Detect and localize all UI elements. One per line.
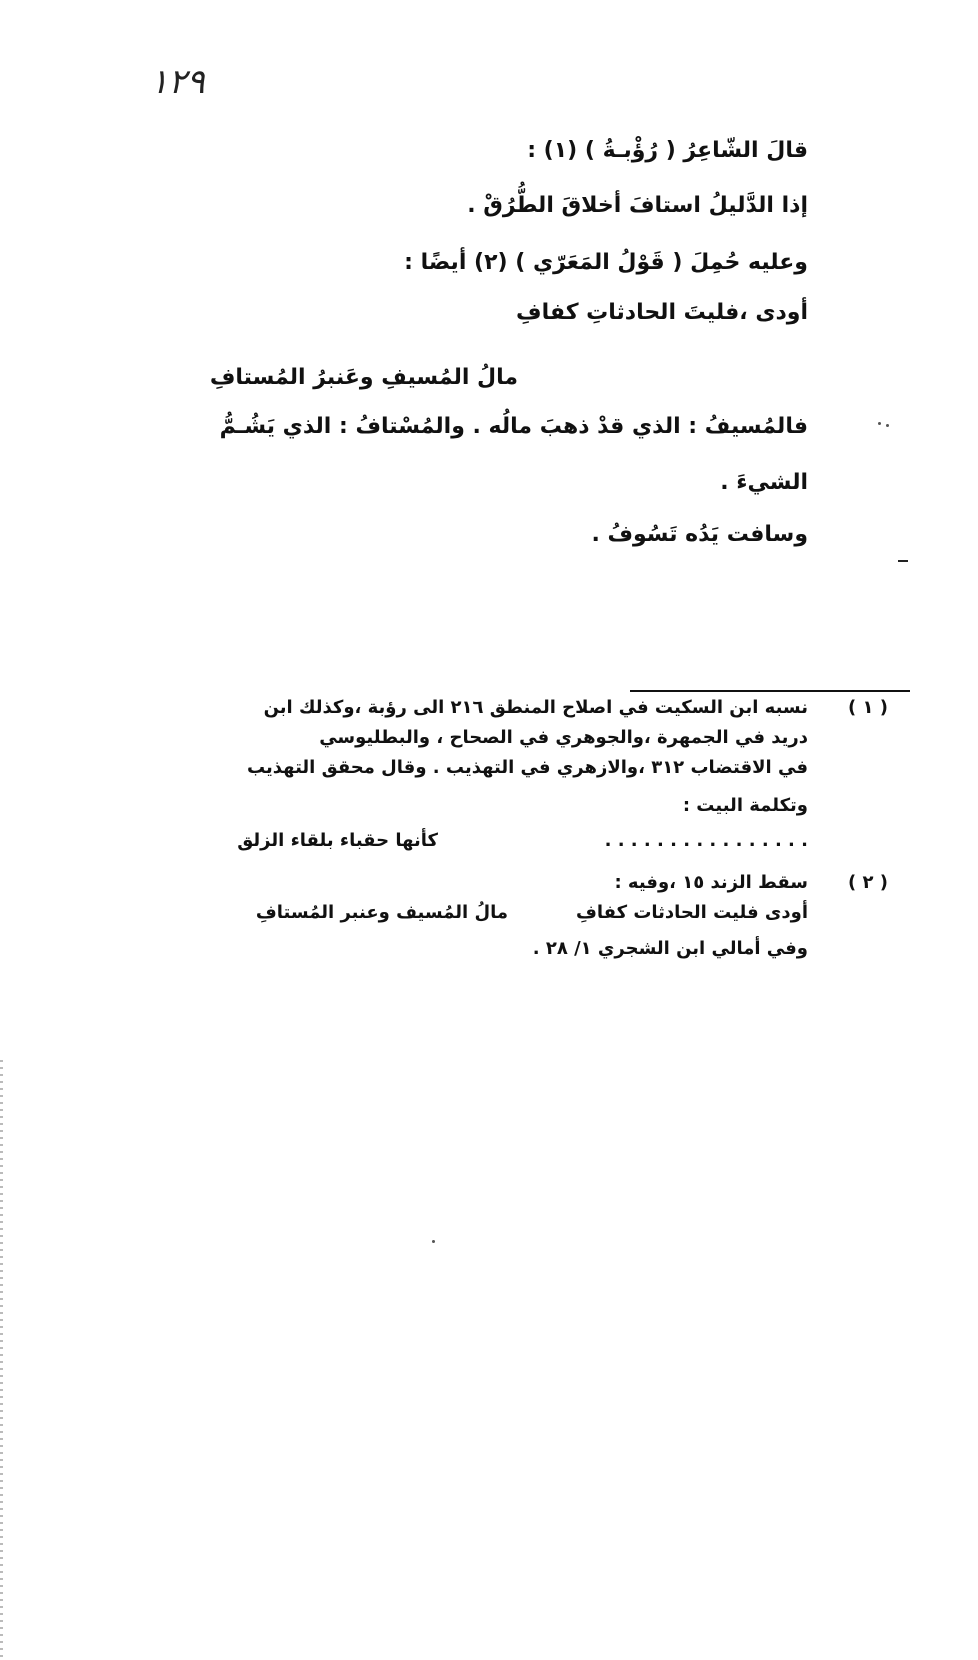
footnote-verse: أودى فليت الحادثات كفافِ xyxy=(575,902,808,923)
footnote-line: وفي أمالي ابن الشجري ١/ ٢٨ . xyxy=(532,938,808,959)
main-line: الشيءَ . xyxy=(720,470,808,495)
footnote-line: في الاقتضاب ٣١٢ ،والازهري في التهذيب . وقال محقق التهذيب xyxy=(246,757,808,778)
main-line: وعليه حُمِلَ ( قَوْلُ المَعَرّي ) (٢) أيضًا : xyxy=(404,250,808,275)
footnote-line: دريد في الجمهرة ،والجوهري في الصحاح ، والبطليوسي xyxy=(319,727,808,748)
scan-speck xyxy=(878,422,881,425)
footnote-marker: ( ١ ) xyxy=(848,697,888,718)
footnote-verse: مالُ المُسيف وعنبر المُستافِ xyxy=(255,902,508,923)
footnote-verse: كأنها حقباء بلقاء الزلق xyxy=(237,830,438,851)
footnote-line: وتكلمة البيت : xyxy=(682,795,808,816)
main-line: وسافت يَدُه تَسُوفُ . xyxy=(591,522,808,547)
main-line: أودى ،فليتَ الحادثاتِ كفافِ xyxy=(516,300,808,325)
footnote-separator xyxy=(630,690,910,692)
main-line: فالمُسيفُ : الذي قدْ ذهبَ مالُه . والمُسْتافُ : الذي يَشُـمُّ xyxy=(219,414,808,439)
main-line: إذا الدَّليلُ استافَ أخلاقَ الطُّرُقْ . xyxy=(467,193,808,218)
scan-speck xyxy=(886,424,889,427)
scan-margin-marks xyxy=(0,1060,3,1660)
verse-line: مالُ المُسيفِ وعَنبرُ المُستافِ xyxy=(209,365,518,390)
main-line: قالَ الشّاعِرُ ( رُؤْبـةُ ) (١) : xyxy=(527,138,808,163)
footnote-marker: ( ٢ ) xyxy=(848,872,888,893)
margin-dash xyxy=(898,560,908,562)
footnote-line: نسبه ابن السكيت في اصلاح المنطق ٢١٦ الى رؤبة ،وكذلك ابن xyxy=(263,697,808,718)
scan-speck xyxy=(432,1240,435,1243)
page-number: ١٢٩ xyxy=(150,62,205,102)
footnote-line: سقط الزند ١٥ ،وفيه : xyxy=(614,872,808,893)
footnote-dots: . . . . . . . . . . . . . . . . xyxy=(604,830,808,851)
